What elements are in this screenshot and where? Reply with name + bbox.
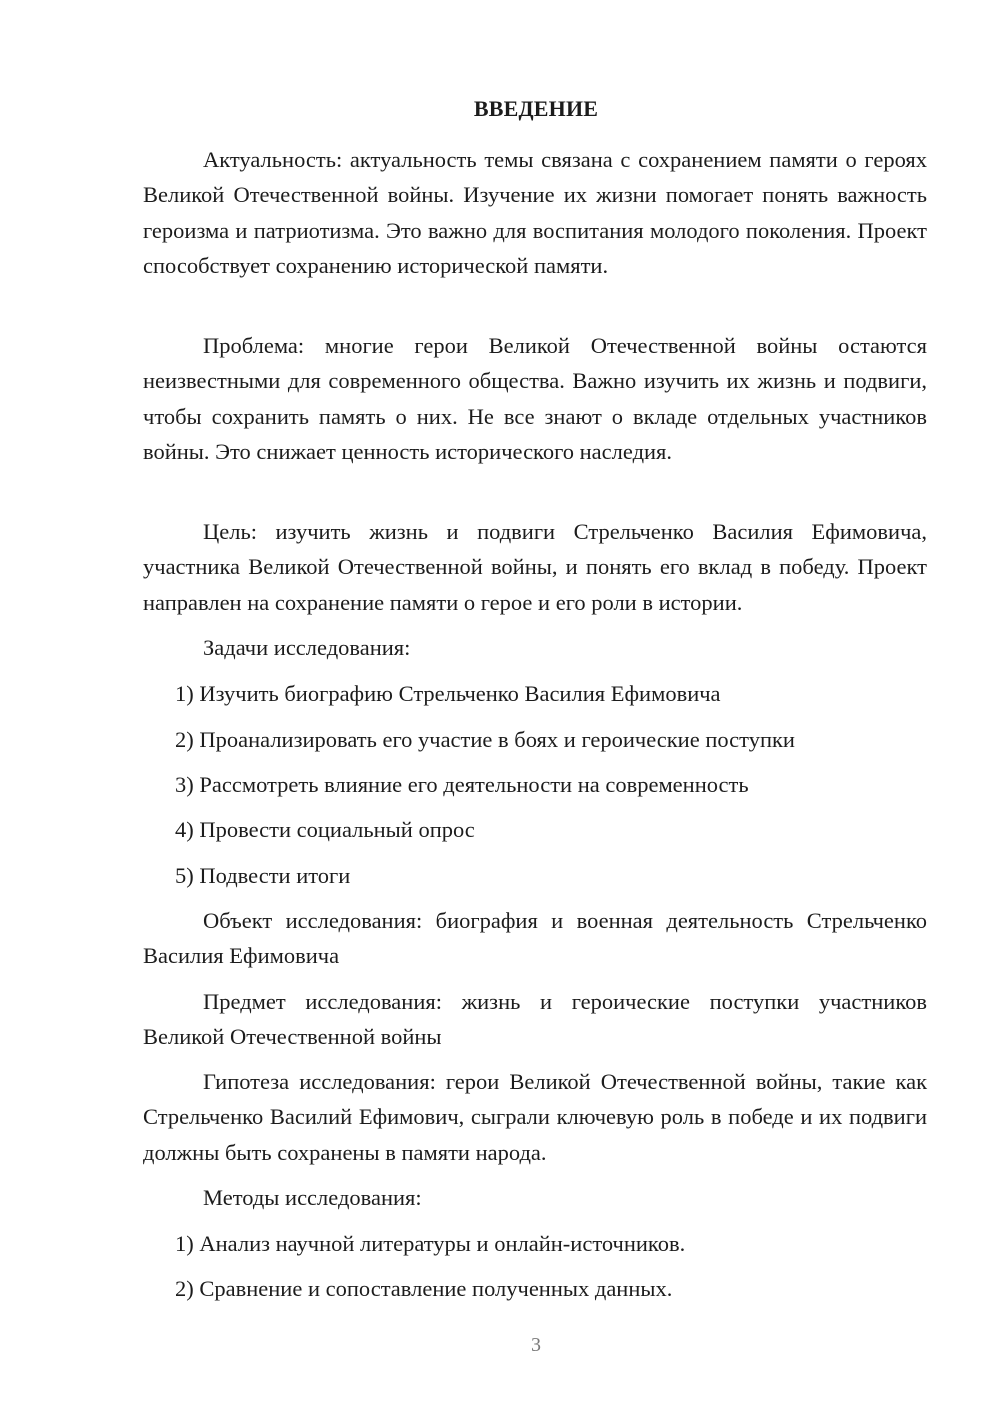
- task-item-3: 3) Рассмотреть влияние его деятельности на современность: [175, 772, 749, 797]
- hypothesis-paragraph: Гипотеза исследования: герои Великой Отечественной войны, такие как Стрельченко Василий Ефимович, сыграли ключевую роль в победе и их подвиги должны быть сохранены в памяти народа.: [143, 1069, 927, 1165]
- method-item-2: 2) Сравнение и сопоставление полученных данных.: [175, 1276, 673, 1301]
- object-paragraph: Объект исследования: биография и военная деятельность Стрельченко Василия Ефимовича: [143, 908, 927, 969]
- subject-paragraph: Предмет исследования: жизнь и героические поступки участников Великой Отечественной войны: [143, 989, 927, 1050]
- task-item-5: 5) Подвести итоги: [175, 863, 351, 888]
- problem-paragraph: Проблема: многие герои Великой Отечественной войны остаются неизвестными для современного общества. Важно изучить их жизнь и подвиги, чтобы сохранить память о них. Не все знают о вкладе отдельных участников войны. Это снижает ценность исторического наследия.: [143, 333, 927, 464]
- goal-paragraph: Цель: изучить жизнь и подвиги Стрельченко Василия Ефимовича, участника Великой Отечественной войны, и понять его вклад в победу. Проект направлен на сохранение памяти о герое и его роли в истории.: [143, 519, 927, 615]
- methods-heading: Методы исследования:: [203, 1185, 422, 1210]
- task-item-1: 1) Изучить биографию Стрельченко Василия Ефимовича: [175, 681, 721, 706]
- task-item-4: 4) Провести социальный опрос: [175, 817, 475, 842]
- method-item-1: 1) Анализ научной литературы и онлайн-источников.: [175, 1231, 686, 1256]
- tasks-heading: Задачи исследования:: [203, 635, 411, 660]
- task-item-2: 2) Проанализировать его участие в боях и героические поступки: [175, 727, 795, 752]
- page-number: 3: [531, 1334, 541, 1356]
- relevance-paragraph: Актуальность: актуальность темы связана с сохранением памяти о героях Великой Отечественной войны. Изучение их жизни помогает понять важность героизма и патриотизма. Это важно для воспитания молодого поколения. Проект способствует сохранению исторической памяти.: [143, 147, 927, 278]
- section-title: ВВЕДЕНИЕ: [473, 96, 599, 121]
